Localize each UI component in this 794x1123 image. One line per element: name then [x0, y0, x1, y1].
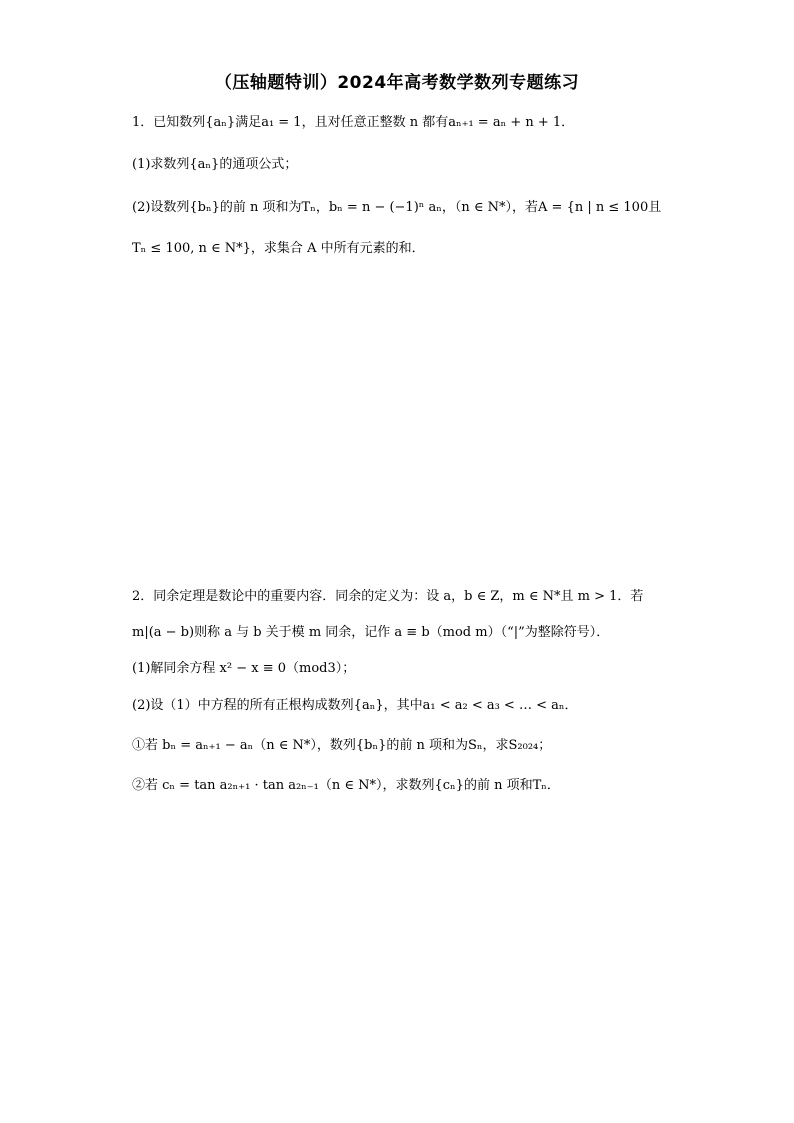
problem-2-subpart-2: ②若 cₙ = tan a₂ₙ₊₁ · tan a₂ₙ₋₁（n ∈ N*），求数列{cₙ}的前 n 项和Tₙ．	[132, 778, 560, 793]
problem-1-statement: 1．已知数列{aₙ}满足a₁ = 1，且对任意正整数 n 都有aₙ₊₁ = aₙ + n + 1．	[132, 115, 575, 130]
problem-2-part-2: (2)设（1）中方程的所有正根构成数列{aₙ}，其中a₁ < a₂ < a₃ < … < aₙ．	[132, 698, 578, 713]
page-title: （压轴题特训）2024年高考数学数列专题练习	[214, 73, 580, 93]
problem-2-subpart-1: ①若 bₙ = aₙ₊₁ − aₙ（n ∈ N*），数列{bₙ}的前 n 项和为Sₙ，求S₂₀₂₄；	[132, 738, 552, 753]
problem-2-statement-continued: m|(a − b)则称 a 与 b 关于模 m 同余，记作 a ≡ b（mod m）（“|”为整除符号）．	[132, 625, 610, 640]
problem-1-part-2-continued: Tₙ ≤ 100, n ∈ N*}，求集合 A 中所有元素的和．	[132, 241, 425, 256]
problem-2-part-1: (1)解同余方程 x² − x ≡ 0（mod3）；	[132, 661, 356, 676]
problem-1-part-2: (2)设数列{bₙ}的前 n 项和为Tₙ，bₙ = n − (−1)ⁿ aₙ，（n ∈ N*），若A = {n | n ≤ 100且	[132, 200, 662, 215]
problem-2-statement: 2．同余定理是数论中的重要内容．同余的定义为：设 a，b ∈ Z，m ∈ N*且 m > 1．若	[132, 589, 644, 604]
problem-1-part-1: (1)求数列{aₙ}的通项公式；	[132, 157, 298, 172]
